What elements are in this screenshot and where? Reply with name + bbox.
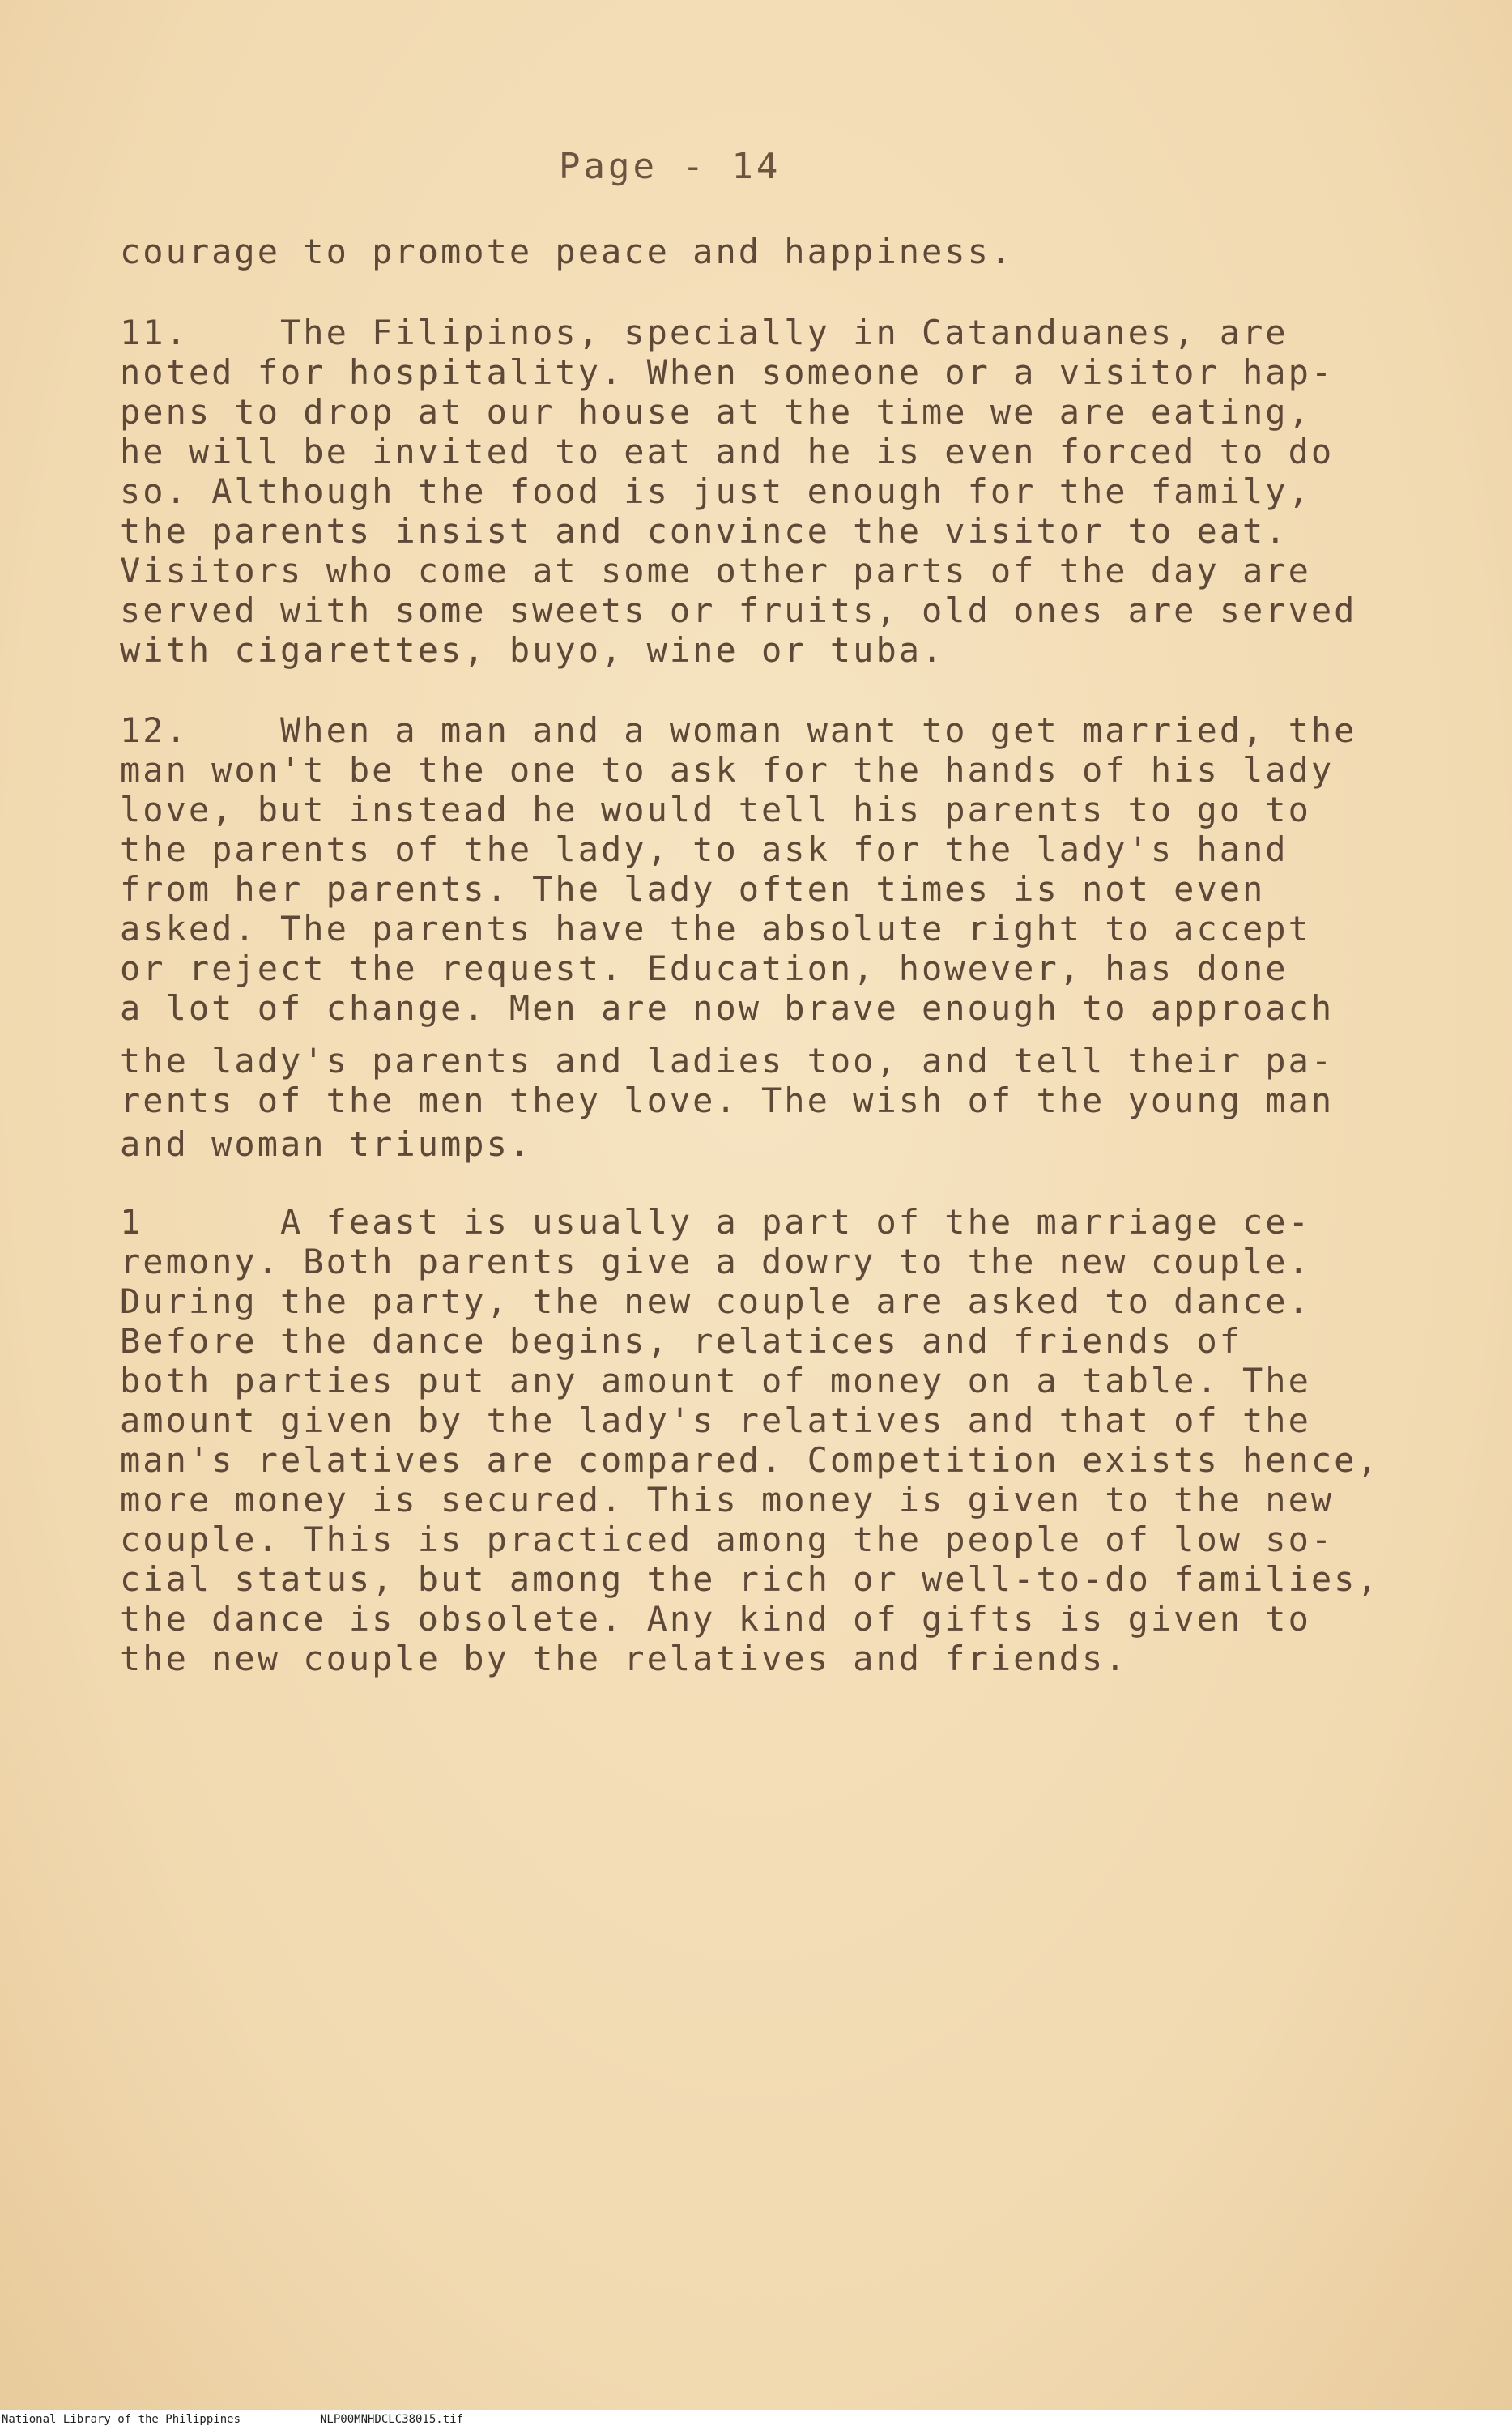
text-line: rents of the men they love. The wish of the young man (120, 1081, 1335, 1120)
text-line: the lady's parents and ladies too, and tell their pa- (120, 1041, 1335, 1081)
text-line: noted for hospitality. When someone or a visitor hap- (120, 352, 1335, 392)
text-line: 12. When a man and a woman want to get married, the (120, 710, 1357, 750)
page-number: Page - 14 (559, 146, 782, 187)
text-line: 1 A feast is usually a part of the marriage ce- (120, 1202, 1311, 1242)
text-line: amount given by the lady's relatives and that of the (120, 1400, 1311, 1440)
text-line: the parents insist and convince the visitor to eat. (120, 511, 1288, 551)
text-line: the parents of the lady, to ask for the lady's hand (120, 829, 1288, 869)
text-line: asked. The parents have the absolute right to accept (120, 909, 1311, 949)
text-line: couple. This is practiced among the people of low so- (120, 1520, 1335, 1559)
text-line: remony. Both parents give a dowry to the new couple. (120, 1242, 1311, 1281)
text-line: the dance is obsolete. Any kind of gifts is given to (120, 1599, 1311, 1639)
text-line: man's relatives are compared. Competition exists hence, (120, 1440, 1380, 1480)
text-line: love, but instead he would tell his parents to go to (120, 790, 1311, 829)
text-line: cial status, but among the rich or well-to-do families, (120, 1559, 1380, 1599)
text-line: a lot of change. Men are now brave enough to approach (120, 988, 1335, 1028)
text-line: 11. The Filipinos, specially in Catanduanes, are (120, 313, 1288, 352)
text-line: Visitors who come at some other parts of the day are (120, 551, 1311, 590)
text-line: so. Although the food is just enough for the family, (120, 471, 1311, 511)
text-line: courage to promote peace and happiness. (120, 232, 1014, 271)
file-identifier: NLP00MNHDCLC38015.tif (320, 2413, 464, 2426)
text-line: both parties put any amount of money on a table. The (120, 1361, 1311, 1400)
text-line: or reject the request. Education, however, has done (120, 949, 1288, 988)
text-line: Before the dance begins, relatices and friends of (120, 1321, 1243, 1361)
text-line: served with some sweets or fruits, old ones are served (120, 590, 1357, 630)
text-line: he will be invited to eat and he is even forced to do (120, 432, 1335, 471)
text-line: pens to drop at our house at the time we are eating, (120, 392, 1311, 432)
text-line: the new couple by the relatives and friends. (120, 1639, 1128, 1678)
scan-footer (0, 2410, 1512, 2430)
text-line: with cigarettes, buyo, wine or tuba. (120, 630, 945, 670)
text-line: and woman triumps. (120, 1124, 533, 1164)
library-credit: National Library of the Philippines (2, 2413, 241, 2426)
text-line: more money is secured. This money is given to the new (120, 1480, 1335, 1520)
text-line: man won't be the one to ask for the hands of his lady (120, 750, 1335, 790)
text-line: During the party, the new couple are asked to dance. (120, 1281, 1311, 1321)
text-line: from her parents. The lady often times is not even (120, 869, 1266, 909)
